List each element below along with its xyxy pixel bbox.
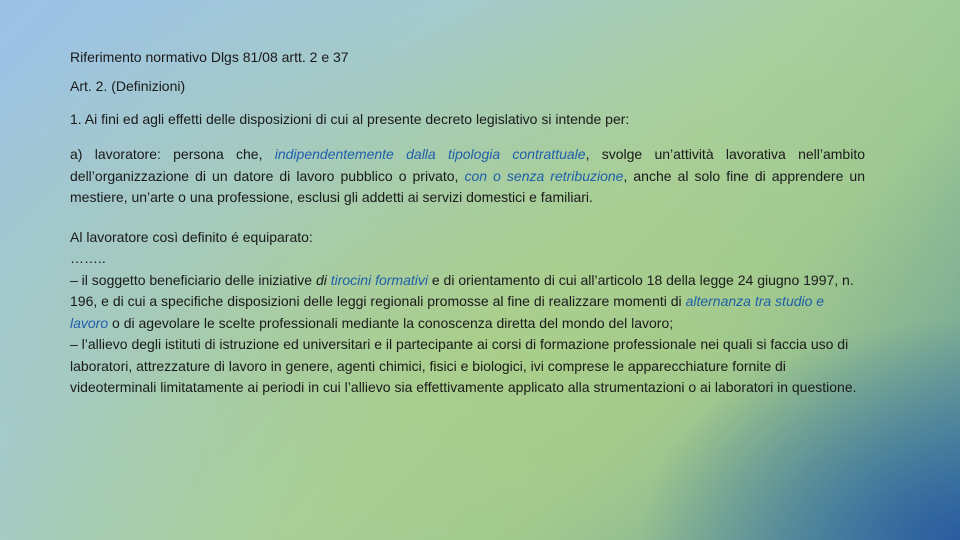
definition-highlight-tipologia: indipendentemente dalla tipologia contrattuale bbox=[274, 146, 586, 162]
definition-mid: , svolge un’attività lavorativa nell’ambito dell’organizzazione di un datore di lavoro pubblico o privato, bbox=[70, 146, 865, 184]
equiparato-item-allievo: – l’allievo degli istituti di istruzione ed universitari e il partecipante ai corsi di formazione professionale nei quali si faccia uso di laboratori, attrezzature di lavoro in genere, agenti chimici, fisici e biologici, ivi comprese le apparecchiature fornite di videoterminali limitatamente ai periodi in cui l’allievo sia effettivamente applicato alla strumentazioni o ai laboratori in questione. bbox=[70, 336, 857, 395]
definition-paragraph bbox=[70, 144, 865, 209]
slide-content bbox=[70, 48, 865, 399]
item-tirocini-text-a: – il soggetto beneficiario delle iniziative bbox=[70, 271, 316, 288]
definition-suffix: , anche al solo fine di apprendere un mestiere, un’arte o una professione, esclusi gli addetti ai servizi domestici e familiari. bbox=[70, 167, 865, 205]
equiparato-item-tirocini bbox=[70, 270, 865, 335]
item-tirocini-text-c: o di agevolare le scelte professionali mediante la conoscenza diretta del mondo del lavoro; bbox=[108, 314, 674, 331]
item-alternanza-highlight: alternanza tra studio e lavoro bbox=[70, 293, 825, 331]
reference-heading: Riferimento normativo Dlgs 81/08 artt. 2 e 37 bbox=[70, 49, 349, 65]
item-tirocini-highlight: tirocini formativi bbox=[330, 271, 428, 288]
definition-highlight-retribuzione: con o senza retribuzione bbox=[464, 167, 624, 184]
item-tirocini-text-b: e di orientamento di cui all’articolo 18 della legge 24 giugno 1997, n. 196, e di cui a specifiche disposizioni delle leggi regionali promosse al fine di realizzare momenti di bbox=[70, 271, 854, 309]
equiparato-lead: Al lavoratore così definito é equiparato: bbox=[70, 228, 313, 245]
equiparato-ellipsis: …….. bbox=[70, 250, 106, 266]
definition-prefix: a) lavoratore: persona che, bbox=[70, 146, 275, 162]
equiparato-section bbox=[70, 227, 865, 399]
item-tirocini-di: di bbox=[315, 271, 327, 288]
intro-paragraph: 1. Ai fini ed agli effetti delle disposizioni di cui al presente decreto legislativo si intende per: bbox=[70, 111, 630, 127]
article-heading: Art. 2. (Definizioni) bbox=[70, 78, 186, 94]
